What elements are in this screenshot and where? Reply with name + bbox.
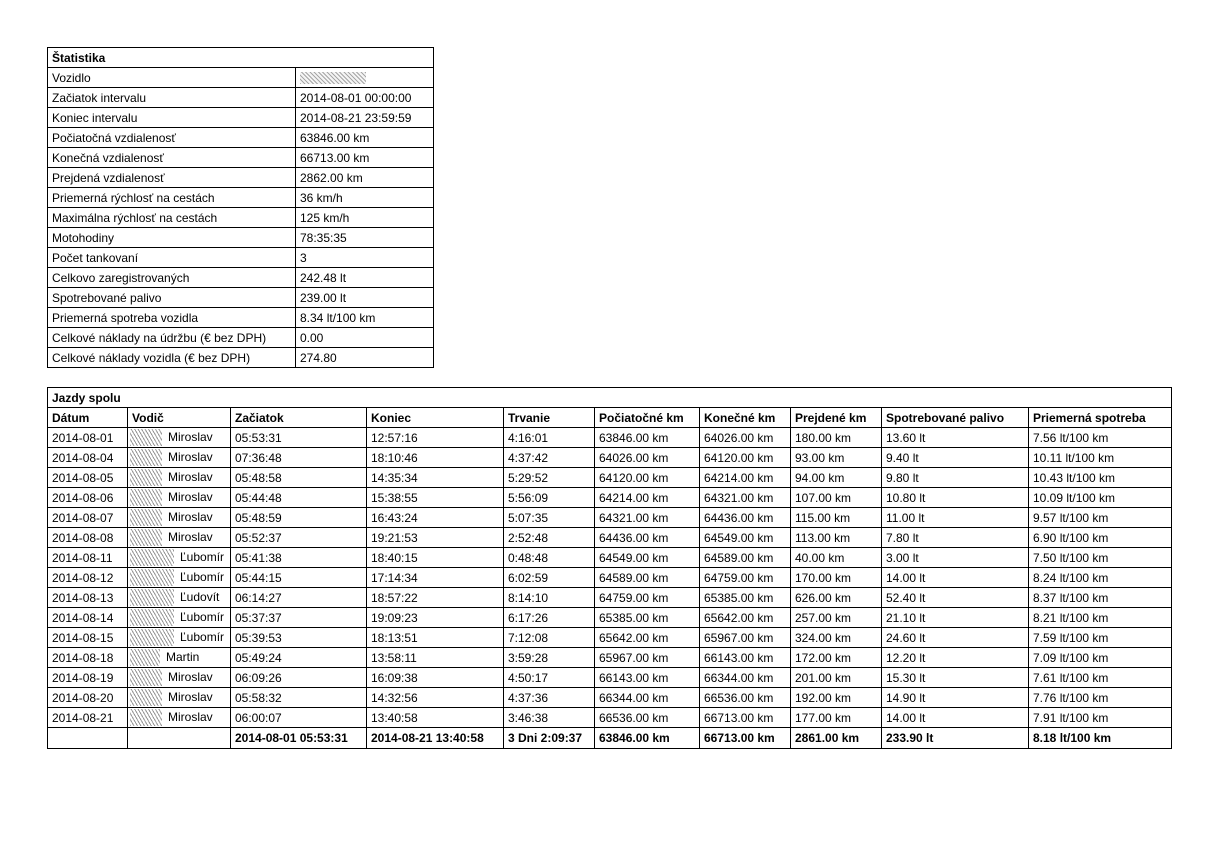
- table-cell: [128, 468, 231, 488]
- table-cell: 16:43:24: [367, 508, 504, 528]
- table-cell: 7.50 lt/100 km: [1029, 548, 1172, 568]
- table-cell: 66536.00 km: [700, 688, 791, 708]
- statistics-value: 0.00: [296, 328, 434, 348]
- statistics-label: Spotrebované palivo: [48, 288, 296, 308]
- statistics-value: 242.48 lt: [296, 268, 434, 288]
- table-row: [48, 568, 1172, 588]
- statistics-body: [48, 48, 434, 368]
- table-row: [48, 548, 1172, 568]
- table-cell: 107.00 km: [791, 488, 882, 508]
- table-cell: 113.00 km: [791, 528, 882, 548]
- table-cell: 66536.00 km: [595, 708, 700, 728]
- redacted-driver-surname: [130, 589, 174, 606]
- redacted-driver-surname: [130, 709, 162, 726]
- statistics-label: Prejdená vzdialenosť: [48, 168, 296, 188]
- table-cell: 6:02:59: [504, 568, 595, 588]
- driver-name: Miroslav: [168, 490, 213, 504]
- statistics-row: [48, 208, 434, 228]
- table-cell: 65642.00 km: [700, 608, 791, 628]
- redacted-driver-surname: [130, 469, 162, 486]
- driver-name: Miroslav: [168, 470, 213, 484]
- statistics-row: [48, 128, 434, 148]
- table-cell: 05:53:31: [231, 428, 367, 448]
- driver-name: Miroslav: [168, 530, 213, 544]
- table-cell: 180.00 km: [791, 428, 882, 448]
- table-cell: 2014-08-05: [48, 468, 128, 488]
- column-header: Priemerná spotreba: [1029, 408, 1172, 428]
- table-cell: 64321.00 km: [700, 488, 791, 508]
- statistics-label: Počiatočná vzdialenosť: [48, 128, 296, 148]
- trips-table: [47, 387, 1172, 749]
- table-cell: 66143.00 km: [700, 648, 791, 668]
- redacted-driver-surname: [130, 429, 162, 446]
- table-cell: 66713.00 km: [700, 708, 791, 728]
- statistics-value: 66713.00 km: [296, 148, 434, 168]
- table-cell: [128, 668, 231, 688]
- column-header: Prejdené km: [791, 408, 882, 428]
- table-cell: 07:36:48: [231, 448, 367, 468]
- table-cell: 65967.00 km: [595, 648, 700, 668]
- table-cell: 12:57:16: [367, 428, 504, 448]
- table-cell: 10.43 lt/100 km: [1029, 468, 1172, 488]
- table-cell: 0:48:48: [504, 548, 595, 568]
- statistics-value: 3: [296, 248, 434, 268]
- totals-cell: [48, 728, 128, 749]
- table-cell: 19:21:53: [367, 528, 504, 548]
- table-cell: 5:56:09: [504, 488, 595, 508]
- statistics-value: 125 km/h: [296, 208, 434, 228]
- driver-name: Miroslav: [168, 710, 213, 724]
- table-cell: 3.00 lt: [882, 548, 1029, 568]
- table-row: [48, 488, 1172, 508]
- statistics-row: [48, 308, 434, 328]
- driver-name: Ľudovít: [180, 590, 220, 604]
- table-cell: 17:14:34: [367, 568, 504, 588]
- statistics-row: [48, 328, 434, 348]
- table-cell: 2014-08-06: [48, 488, 128, 508]
- statistics-title-row: [48, 48, 434, 68]
- table-cell: 2014-08-13: [48, 588, 128, 608]
- redacted-driver-surname: [130, 649, 160, 666]
- table-cell: 170.00 km: [791, 568, 882, 588]
- table-cell: 7.09 lt/100 km: [1029, 648, 1172, 668]
- totals-cell: 8.18 lt/100 km: [1029, 728, 1172, 749]
- table-cell: 6.90 lt/100 km: [1029, 528, 1172, 548]
- table-cell: 64214.00 km: [700, 468, 791, 488]
- column-header: Začiatok: [231, 408, 367, 428]
- table-cell: [128, 448, 231, 468]
- table-cell: 3:59:28: [504, 648, 595, 668]
- redacted-driver-surname: [130, 569, 174, 586]
- statistics-label: Celkové náklady na údržbu (€ bez DPH): [48, 328, 296, 348]
- table-cell: 66344.00 km: [595, 688, 700, 708]
- statistics-row: [48, 348, 434, 368]
- table-cell: 4:37:36: [504, 688, 595, 708]
- table-cell: 06:14:27: [231, 588, 367, 608]
- driver-name: Miroslav: [168, 430, 213, 444]
- table-cell: 2014-08-12: [48, 568, 128, 588]
- table-cell: 14:35:34: [367, 468, 504, 488]
- statistics-table: [47, 47, 434, 368]
- table-cell: 11.00 lt: [882, 508, 1029, 528]
- statistics-title: Štatistika: [48, 48, 434, 68]
- table-cell: 52.40 lt: [882, 588, 1029, 608]
- table-cell: 18:13:51: [367, 628, 504, 648]
- table-row: [48, 448, 1172, 468]
- statistics-row: [48, 108, 434, 128]
- table-cell: 4:50:17: [504, 668, 595, 688]
- table-row: [48, 648, 1172, 668]
- table-cell: [128, 648, 231, 668]
- table-cell: 8.24 lt/100 km: [1029, 568, 1172, 588]
- table-row: [48, 528, 1172, 548]
- driver-name: Ľubomír: [180, 550, 225, 564]
- table-cell: [128, 608, 231, 628]
- table-cell: 93.00 km: [791, 448, 882, 468]
- table-cell: [128, 588, 231, 608]
- statistics-label: Celkové náklady vozidla (€ bez DPH): [48, 348, 296, 368]
- table-cell: 2014-08-20: [48, 688, 128, 708]
- statistics-row: [48, 168, 434, 188]
- statistics-label: Počet tankovaní: [48, 248, 296, 268]
- table-cell: 5:29:52: [504, 468, 595, 488]
- table-cell: 05:41:38: [231, 548, 367, 568]
- table-cell: 64321.00 km: [595, 508, 700, 528]
- statistics-value: 78:35:35: [296, 228, 434, 248]
- table-cell: 13.60 lt: [882, 428, 1029, 448]
- table-cell: 64026.00 km: [595, 448, 700, 468]
- table-cell: [128, 688, 231, 708]
- table-cell: 7.76 lt/100 km: [1029, 688, 1172, 708]
- table-cell: 64436.00 km: [700, 508, 791, 528]
- table-cell: 64549.00 km: [595, 548, 700, 568]
- table-cell: [128, 628, 231, 648]
- table-cell: 7.61 lt/100 km: [1029, 668, 1172, 688]
- table-cell: 9.57 lt/100 km: [1029, 508, 1172, 528]
- table-cell: 4:37:42: [504, 448, 595, 468]
- table-cell: 9.40 lt: [882, 448, 1029, 468]
- table-cell: 18:57:22: [367, 588, 504, 608]
- driver-name: Miroslav: [168, 510, 213, 524]
- table-cell: 192.00 km: [791, 688, 882, 708]
- table-cell: 24.60 lt: [882, 628, 1029, 648]
- table-cell: 14.00 lt: [882, 708, 1029, 728]
- column-header: Trvanie: [504, 408, 595, 428]
- table-cell: 64436.00 km: [595, 528, 700, 548]
- statistics-label: Vozidlo: [48, 68, 296, 88]
- table-cell: 626.00 km: [791, 588, 882, 608]
- table-cell: 64589.00 km: [595, 568, 700, 588]
- table-cell: 14.00 lt: [882, 568, 1029, 588]
- statistics-row: [48, 88, 434, 108]
- statistics-row: [48, 268, 434, 288]
- totals-cell: 63846.00 km: [595, 728, 700, 749]
- table-cell: 14.90 lt: [882, 688, 1029, 708]
- statistics-label: Motohodiny: [48, 228, 296, 248]
- driver-name: Miroslav: [168, 450, 213, 464]
- column-header: Koniec: [367, 408, 504, 428]
- statistics-row: [48, 188, 434, 208]
- table-cell: 05:58:32: [231, 688, 367, 708]
- table-cell: 8.21 lt/100 km: [1029, 608, 1172, 628]
- table-cell: 5:07:35: [504, 508, 595, 528]
- table-row: [48, 508, 1172, 528]
- trips-title: Jazdy spolu: [48, 388, 1172, 408]
- statistics-value: [296, 68, 434, 88]
- table-cell: 13:58:11: [367, 648, 504, 668]
- redacted-driver-surname: [130, 689, 162, 706]
- table-cell: 05:44:15: [231, 568, 367, 588]
- table-cell: 64120.00 km: [700, 448, 791, 468]
- table-cell: 7.59 lt/100 km: [1029, 628, 1172, 648]
- redacted-driver-surname: [130, 669, 162, 686]
- statistics-label: Priemerná spotreba vozidla: [48, 308, 296, 328]
- table-row: [48, 688, 1172, 708]
- table-cell: 06:00:07: [231, 708, 367, 728]
- table-cell: 18:40:15: [367, 548, 504, 568]
- driver-name: Martin: [166, 650, 200, 664]
- table-cell: 64549.00 km: [700, 528, 791, 548]
- table-cell: 10.09 lt/100 km: [1029, 488, 1172, 508]
- table-cell: 324.00 km: [791, 628, 882, 648]
- statistics-row: [48, 148, 434, 168]
- table-cell: 05:48:58: [231, 468, 367, 488]
- table-cell: 05:39:53: [231, 628, 367, 648]
- table-cell: 7.56 lt/100 km: [1029, 428, 1172, 448]
- statistics-label: Koniec intervalu: [48, 108, 296, 128]
- statistics-row: [48, 248, 434, 268]
- driver-name: Ľubomír: [180, 630, 225, 644]
- table-cell: 2014-08-01: [48, 428, 128, 448]
- table-cell: [128, 528, 231, 548]
- column-header: Spotrebované palivo: [882, 408, 1029, 428]
- table-cell: 115.00 km: [791, 508, 882, 528]
- table-cell: 21.10 lt: [882, 608, 1029, 628]
- table-cell: 63846.00 km: [595, 428, 700, 448]
- redacted-driver-surname: [130, 449, 162, 466]
- table-cell: 64759.00 km: [700, 568, 791, 588]
- table-cell: 2014-08-21: [48, 708, 128, 728]
- table-cell: [128, 568, 231, 588]
- column-header: Dátum: [48, 408, 128, 428]
- table-cell: 6:17:26: [504, 608, 595, 628]
- statistics-label: Konečná vzdialenosť: [48, 148, 296, 168]
- statistics-label: Priemerná rýchlosť na cestách: [48, 188, 296, 208]
- trips-title-row: [48, 388, 1172, 408]
- totals-row: [48, 728, 1172, 749]
- statistics-row: [48, 288, 434, 308]
- totals-cell: 3 Dni 2:09:37: [504, 728, 595, 749]
- table-cell: 65385.00 km: [595, 608, 700, 628]
- redacted-driver-surname: [130, 529, 162, 546]
- redacted-driver-surname: [130, 489, 162, 506]
- table-cell: 2014-08-15: [48, 628, 128, 648]
- table-cell: 64759.00 km: [595, 588, 700, 608]
- table-cell: 201.00 km: [791, 668, 882, 688]
- totals-cell: [128, 728, 231, 749]
- table-cell: 05:37:37: [231, 608, 367, 628]
- table-cell: 13:40:58: [367, 708, 504, 728]
- redacted-driver-surname: [130, 609, 174, 626]
- table-row: [48, 588, 1172, 608]
- table-cell: 14:32:56: [367, 688, 504, 708]
- table-cell: 9.80 lt: [882, 468, 1029, 488]
- table-cell: 2014-08-07: [48, 508, 128, 528]
- driver-name: Miroslav: [168, 690, 213, 704]
- table-row: [48, 708, 1172, 728]
- table-cell: 2014-08-19: [48, 668, 128, 688]
- table-cell: 15:38:55: [367, 488, 504, 508]
- table-cell: 3:46:38: [504, 708, 595, 728]
- totals-cell: 2014-08-21 13:40:58: [367, 728, 504, 749]
- table-cell: [128, 708, 231, 728]
- table-row: [48, 608, 1172, 628]
- statistics-row: [48, 228, 434, 248]
- table-cell: 2014-08-04: [48, 448, 128, 468]
- table-cell: 12.20 lt: [882, 648, 1029, 668]
- trips-body: [48, 388, 1172, 749]
- table-cell: [128, 508, 231, 528]
- table-row: [48, 668, 1172, 688]
- table-cell: 40.00 km: [791, 548, 882, 568]
- table-cell: 65967.00 km: [700, 628, 791, 648]
- table-cell: [128, 548, 231, 568]
- statistics-value: 2862.00 km: [296, 168, 434, 188]
- totals-cell: 66713.00 km: [700, 728, 791, 749]
- statistics-value: 2014-08-21 23:59:59: [296, 108, 434, 128]
- totals-cell: 2861.00 km: [791, 728, 882, 749]
- statistics-label: Celkovo zaregistrovaných: [48, 268, 296, 288]
- statistics-value: 8.34 lt/100 km: [296, 308, 434, 328]
- table-cell: [128, 428, 231, 448]
- driver-name: Ľubomír: [180, 570, 225, 584]
- redacted-driver-surname: [130, 549, 174, 566]
- table-cell: 06:09:26: [231, 668, 367, 688]
- table-cell: 177.00 km: [791, 708, 882, 728]
- table-cell: 7.80 lt: [882, 528, 1029, 548]
- totals-cell: 2014-08-01 05:53:31: [231, 728, 367, 749]
- driver-name: Miroslav: [168, 670, 213, 684]
- statistics-row: [48, 68, 434, 88]
- column-header: Konečné km: [700, 408, 791, 428]
- column-header: Počiatočné km: [595, 408, 700, 428]
- statistics-value: 2014-08-01 00:00:00: [296, 88, 434, 108]
- table-row: [48, 468, 1172, 488]
- table-cell: 19:09:23: [367, 608, 504, 628]
- table-cell: 8.37 lt/100 km: [1029, 588, 1172, 608]
- table-cell: 05:48:59: [231, 508, 367, 528]
- redacted-vehicle-id: [300, 72, 366, 84]
- statistics-value: 63846.00 km: [296, 128, 434, 148]
- table-row: [48, 628, 1172, 648]
- redacted-driver-surname: [130, 629, 174, 646]
- table-cell: 7:12:08: [504, 628, 595, 648]
- redacted-driver-surname: [130, 509, 162, 526]
- table-cell: 4:16:01: [504, 428, 595, 448]
- table-cell: 05:52:37: [231, 528, 367, 548]
- table-cell: 16:09:38: [367, 668, 504, 688]
- table-cell: [128, 488, 231, 508]
- table-cell: 2014-08-14: [48, 608, 128, 628]
- table-cell: 05:49:24: [231, 648, 367, 668]
- table-cell: 64120.00 km: [595, 468, 700, 488]
- statistics-value: 36 km/h: [296, 188, 434, 208]
- table-cell: 8:14:10: [504, 588, 595, 608]
- statistics-value: 239.00 lt: [296, 288, 434, 308]
- table-cell: 2014-08-08: [48, 528, 128, 548]
- table-cell: 10.11 lt/100 km: [1029, 448, 1172, 468]
- table-cell: 18:10:46: [367, 448, 504, 468]
- table-cell: 64214.00 km: [595, 488, 700, 508]
- table-cell: 2014-08-11: [48, 548, 128, 568]
- table-cell: 257.00 km: [791, 608, 882, 628]
- table-cell: 66143.00 km: [595, 668, 700, 688]
- table-cell: 2:52:48: [504, 528, 595, 548]
- table-cell: 05:44:48: [231, 488, 367, 508]
- table-cell: 65642.00 km: [595, 628, 700, 648]
- statistics-value: 274.80: [296, 348, 434, 368]
- driver-name: Ľubomír: [180, 610, 225, 624]
- statistics-label: Maximálna rýchlosť na cestách: [48, 208, 296, 228]
- table-cell: 10.80 lt: [882, 488, 1029, 508]
- column-header: Vodič: [128, 408, 231, 428]
- table-cell: 66344.00 km: [700, 668, 791, 688]
- statistics-label: Začiatok intervalu: [48, 88, 296, 108]
- table-cell: 65385.00 km: [700, 588, 791, 608]
- table-cell: 2014-08-18: [48, 648, 128, 668]
- table-cell: 64589.00 km: [700, 548, 791, 568]
- table-cell: 94.00 km: [791, 468, 882, 488]
- table-row: [48, 428, 1172, 448]
- totals-cell: 233.90 lt: [882, 728, 1029, 749]
- trips-header-row: [48, 408, 1172, 428]
- table-cell: 15.30 lt: [882, 668, 1029, 688]
- table-cell: 172.00 km: [791, 648, 882, 668]
- table-cell: 7.91 lt/100 km: [1029, 708, 1172, 728]
- table-cell: 64026.00 km: [700, 428, 791, 448]
